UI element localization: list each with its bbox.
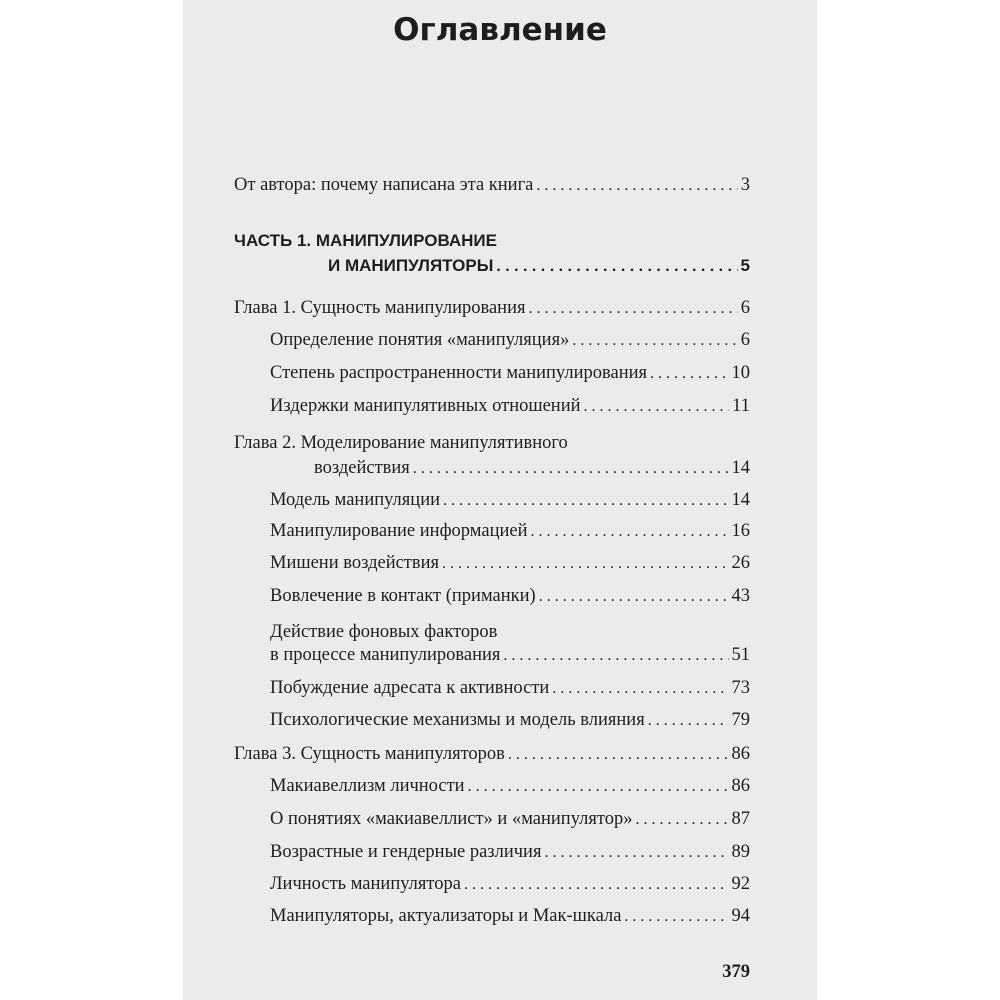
dot-leader	[443, 488, 729, 514]
toc-entry-chapter-3	[234, 741, 750, 768]
toc-entry-section	[270, 675, 750, 702]
toc-entry-part-1	[328, 253, 750, 280]
toc-page-number: 94	[731, 906, 750, 926]
dot-leader	[496, 254, 737, 280]
toc-entry-section	[270, 773, 750, 800]
dot-leader	[624, 904, 728, 930]
toc-page-number: 89	[731, 842, 750, 862]
toc-entry-chapter-1	[234, 295, 750, 322]
toc-entry-section	[270, 583, 750, 610]
toc-entry-text: Манипуляторы, актуализаторы и Мак-шкала	[270, 906, 622, 926]
toc-entry-text: в процессе манипулирования	[270, 645, 501, 665]
page-folio-number: 379	[722, 962, 750, 982]
toc-page-number: 11	[732, 396, 750, 416]
toc-page-number: 87	[731, 809, 750, 829]
toc-page-number: 16	[731, 521, 750, 541]
toc-entry-text: Глава 1. Сущность манипулирования	[234, 298, 526, 318]
toc-entry-section	[270, 550, 750, 577]
toc-entry-text: Издержки манипулятивных отношений	[270, 396, 581, 416]
dot-leader	[503, 643, 728, 669]
dot-leader	[530, 519, 728, 545]
toc-page-number: 92	[731, 874, 750, 894]
toc-page-number: 6	[740, 298, 750, 318]
toc-entry-text: Определение понятия «манипуляция»	[270, 330, 570, 350]
toc-entry-section	[270, 360, 750, 387]
dot-leader	[539, 584, 729, 610]
toc-page-number: 6	[740, 330, 750, 350]
dot-leader	[468, 774, 729, 800]
toc-entry-text: Мишени воздействия	[270, 553, 440, 573]
toc-entry-section	[270, 903, 750, 930]
toc-page-number: 3	[740, 175, 750, 195]
toc-page-number: 14	[731, 458, 750, 478]
dot-leader	[650, 361, 728, 387]
toc-entry-text: Степень распространенности манипулирования	[270, 363, 648, 383]
toc-entry-section	[270, 871, 750, 898]
toc-entry-text: Модель манипуляции	[270, 490, 440, 510]
toc-page-number: 26	[731, 553, 750, 573]
toc-entry-chapter-2	[314, 455, 750, 482]
toc-entry-author-foreword	[234, 172, 750, 199]
toc-entry-section	[270, 327, 750, 354]
toc-page-number: 73	[731, 678, 750, 698]
dot-leader	[508, 742, 729, 768]
toc-entry-text: Вовлечение в контакт (приманки)	[270, 586, 536, 606]
toc-entry-section	[270, 518, 750, 545]
toc-page-number: 5	[740, 256, 750, 275]
dot-leader	[552, 676, 728, 702]
toc-entry-section	[270, 806, 750, 833]
dot-leader	[464, 872, 729, 898]
toc-page-number: 43	[731, 586, 750, 606]
toc-section-line-1: Действие фоновых факторов	[270, 622, 498, 642]
toc-page-number: 10	[731, 363, 750, 383]
toc-entry-section	[270, 642, 750, 669]
toc-page-number: 86	[731, 776, 750, 796]
toc-entry-section	[270, 839, 750, 866]
toc-entry-section	[270, 487, 750, 514]
toc-page-number: 79	[731, 710, 750, 730]
dot-leader	[635, 807, 728, 833]
toc-page-number: 14	[731, 490, 750, 510]
dot-leader	[584, 394, 730, 420]
dot-leader	[442, 551, 728, 577]
page-title: Оглавление	[393, 12, 607, 48]
toc-entry-text: Манипулирование информацией	[270, 521, 528, 541]
toc-entry-text: Глава 3. Сущность манипуляторов	[234, 744, 505, 764]
toc-entry-text: Макиавеллизм личности	[270, 776, 465, 796]
dot-leader	[536, 173, 737, 199]
dot-leader	[529, 296, 738, 322]
toc-entry-text: Возрастные и гендерные различия	[270, 842, 542, 862]
toc-page-number: 86	[731, 744, 750, 764]
toc-entry-text: О понятиях «макиавеллист» и «манипулятор»	[270, 809, 633, 829]
toc-entry-text: От автора: почему написана эта книга	[234, 175, 534, 195]
toc-entry-text: И МАНИПУЛЯТОРЫ	[328, 256, 494, 275]
toc-entry-text: Психологические механизмы и модель влияния	[270, 710, 645, 730]
toc-entry-text: Личность манипулятора	[270, 874, 461, 894]
toc-entry-text: Побуждение адресата к активности	[270, 678, 550, 698]
toc-part-1-line-1: ЧАСТЬ 1. МАНИПУЛИРОВАНИЕ	[234, 231, 497, 250]
toc-page-number: 51	[731, 645, 750, 665]
toc-entry-section	[270, 707, 750, 734]
dot-leader	[572, 328, 737, 354]
toc-chapter-2-line-1: Глава 2. Моделирование манипулятивного	[234, 433, 568, 453]
dot-leader	[544, 840, 728, 866]
dot-leader	[648, 708, 729, 734]
toc-entry-section	[270, 393, 750, 420]
toc-entry-text: воздействия	[314, 458, 410, 478]
dot-leader	[413, 456, 729, 482]
